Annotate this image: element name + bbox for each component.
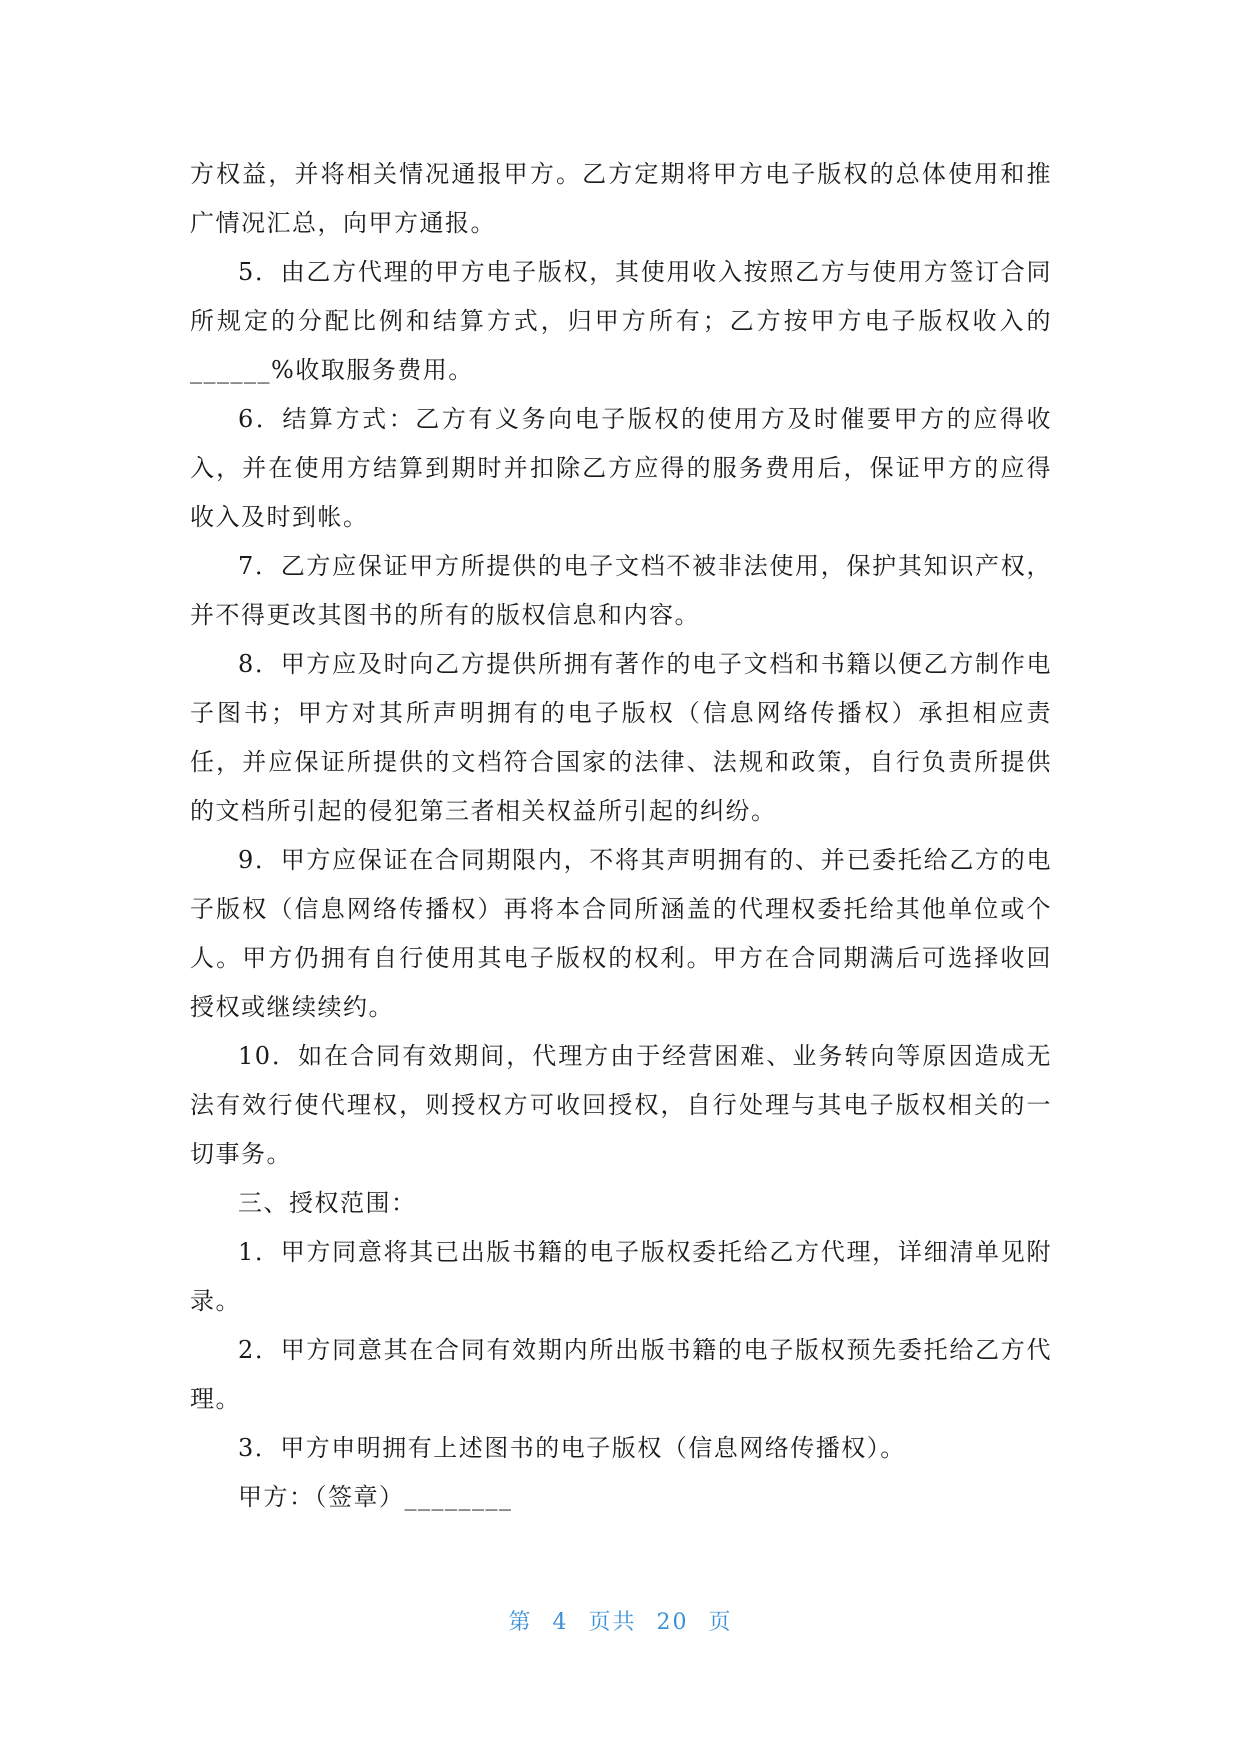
paragraph-scope-3: 3．甲方申明拥有上述图书的电子版权（信息网络传播权）。: [238, 1434, 906, 1462]
footer-mid: 页共: [588, 1610, 637, 1635]
footer-page-number: 4: [552, 1610, 569, 1635]
page-footer: [0, 1605, 1241, 1636]
section-heading-authorization-scope: 三、授权范围：: [238, 1189, 417, 1217]
footer-total-pages: 20: [656, 1610, 689, 1635]
paragraph-clause-7: 7．乙方应保证甲方所提供的电子文档不被非法使用，保护其知识产权，并不得更改其图书的所有的版权信息和内容。: [190, 552, 1052, 629]
document-body: [190, 150, 1052, 1522]
paragraph-clause-10: 10．如在合同有效期间，代理方由于经营困难、业务转向等原因造成无法有效行使代理权，则授权方可收回授权，自行处理与其电子版权相关的一切事务。: [190, 1042, 1052, 1168]
paragraph-clause-6: 6．结算方式：乙方有义务向电子版权的使用方及时催要甲方的应得收入，并在使用方结算到期时并扣除乙方应得的服务费用后，保证甲方的应得收入及时到帐。: [190, 405, 1052, 531]
footer-suffix: 页: [708, 1610, 733, 1635]
signature-line-party-a: 甲方：（签章）________: [238, 1483, 513, 1511]
paragraph-continuation: 方权益，并将相关情况通报甲方。乙方定期将甲方电子版权的总体使用和推广情况汇总，向甲方通报。: [190, 160, 1052, 237]
paragraph-clause-9: 9．甲方应保证在合同期限内，不将其声明拥有的、并已委托给乙方的电子版权（信息网络传播权）再将本合同所涵盖的代理权委托给其他单位或个人。甲方仍拥有自行使用其电子版权的权利。甲方在合同期满后可选择收回授权或继续续约。: [190, 846, 1052, 1021]
paragraph-scope-2: 2．甲方同意其在合同有效期内所出版书籍的电子版权预先委托给乙方代理。: [190, 1336, 1052, 1413]
paragraph-clause-8: 8．甲方应及时向乙方提供所拥有著作的电子文档和书籍以便乙方制作电子图书；甲方对其所声明拥有的电子版权（信息网络传播权）承担相应责任，并应保证所提供的文档符合国家的法律、法规和政策，自行负责所提供的文档所引起的侵犯第三者相关权益所引起的纠纷。: [190, 650, 1052, 825]
footer-prefix: 第: [508, 1610, 533, 1635]
paragraph-clause-5: 5．由乙方代理的甲方电子版权，其使用收入按照乙方与使用方签订合同所规定的分配比例和结算方式，归甲方所有；乙方按甲方电子版权收入的______%收取服务费用。: [190, 258, 1052, 384]
paragraph-scope-1: 1．甲方同意将其已出版书籍的电子版权委托给乙方代理，详细清单见附录。: [190, 1238, 1052, 1315]
